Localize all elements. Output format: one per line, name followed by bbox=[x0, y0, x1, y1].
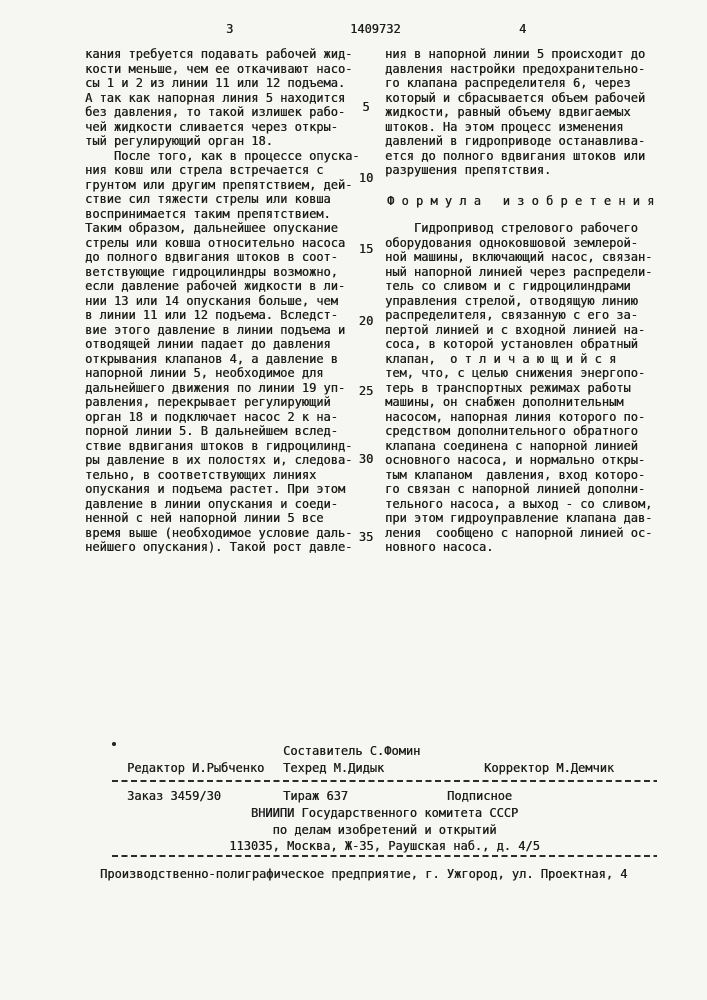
line-number-25: 25 bbox=[358, 384, 374, 398]
left-column-text: кания требуется подавать рабочей жид- кости меньше, чем ее откачивают насо- сы 1 и 2 из линии 11 или 12 подъема. А так как напорная линия 5 находится без давления, то такой излишек рабо- чей жидкости сливается через откры- тый регулирующий орган 18. После того, как в процессе опуска- ния ковш или стрела встречается с грунтом или другим препятствием, дей- ствие сил тяжести стрелы или ковша воспринимается таким препятствием. Таким образом, дальнейшее опускание стрелы или ковша относительно насоса до полного вдвигания штоков в соот- ветствующие гидроцилиндры возможно, если давление рабочей жидкости в ли- нии 13 или 14 опускания больше, чем в линии 11 или 12 подъема. Вследст- вие этого давление в линии подъема и отводящей линии падает до давления открывания клапанов 4, а давление в напорной линии 5, необходимое для дальнейшего движения по линии 19 уп- равления, перекрывает регулирующий орган 18 и подключает насос 2 к на- порной линии 5. В дальнейшем вслед- ствие вдвигания штоков в гидроцилинд- ры давление в их полостях и, следова- тельно, в соответствующих линиях опускания и подъема растет. При этом давление в линии опускания и соеди- ненной с ней напорной линии 5 все время выше (необходимое условие даль- нейшего опускания). Такой рост давле- bbox=[85, 47, 360, 554]
footer-compiler: Составитель С.Фомин bbox=[283, 744, 421, 758]
line-number-35: 35 bbox=[358, 530, 374, 544]
footer-organization bbox=[112, 805, 657, 855]
footer-org-line1: ВНИИПИ Государственного комитета СССР bbox=[250, 806, 519, 820]
page-number-left: 3 bbox=[226, 22, 234, 36]
patent-number: 1409732 bbox=[350, 22, 401, 36]
footer-org-line3: 113035, Москва, Ж-35, Раушская наб., д. 4/5 bbox=[229, 839, 540, 853]
typewriter-divider-bottom bbox=[112, 855, 657, 857]
right-column bbox=[385, 47, 673, 555]
page-number-right: 4 bbox=[519, 22, 527, 36]
line-number-10: 10 bbox=[358, 171, 374, 185]
footer-printing-house: Производственно-полиграфическое предприятие, г. Ужгород, ул. Проектная, 4 bbox=[100, 867, 628, 881]
footer-subscription: Подписное bbox=[447, 789, 513, 803]
line-number-30: 30 bbox=[358, 452, 374, 466]
footer-print-run: Тираж 637 bbox=[283, 789, 349, 803]
line-number-20: 20 bbox=[358, 314, 374, 328]
footer-techred: Техред М.Дидык bbox=[283, 761, 385, 775]
line-number-15: 15 bbox=[358, 242, 374, 256]
footer-order-number: Заказ 3459/30 bbox=[127, 789, 221, 803]
claims-section-heading: Ф о р м у л а и з о б р е т е н и я bbox=[387, 193, 655, 208]
footer-editor: Редактор И.Рыбченко bbox=[127, 761, 265, 775]
ink-dot bbox=[112, 742, 116, 746]
claim-text: Гидропривод стрелового рабочего оборудования одноковшовой землерой- ной машины, включающий насос, связан- ный напорной линией через распредели- тель со сливом и с гидроцилиндрами управления стрелой, отводящую линию распределителя, связанную с его за- пертой линией и с входной линией на- соса, в которой установлен обратный клапан, о т л и ч а ю щ и й с я тем, что, с целью снижения энергопо- терь в транспортных режимах работы машины, он снабжен дополнительным насосом, напорная линия которого по- средством дополнительного обратного клапана соединена с напорной линией основного насоса, и нормально откры- тым клапаном давления, вход которо- го связан с напорной линией дополни- тельного насоса, а выход - со сливом, при этом гидроуправление клапана дав- ления сообщено с напорной линией ос- новного насоса. bbox=[385, 221, 653, 554]
right-column-paragraph: ния в напорной линии 5 происходит до давления настройки предохранительно- го клапана распределителя 6, через который и сбрасывается объем рабочей жидкости, равный объему вдвигаемых штоков. На этом процесс изменения давлений в гидроприводе останавлива- ется до полного вдвигания штоков или разрушения препятствия. bbox=[385, 47, 646, 177]
footer-org-line2: по делам изобретений и открытий bbox=[272, 822, 497, 837]
typewriter-divider-top bbox=[112, 780, 657, 782]
line-number-5: 5 bbox=[362, 100, 370, 114]
footer-corrector: Корректор М.Демчик bbox=[484, 761, 615, 775]
